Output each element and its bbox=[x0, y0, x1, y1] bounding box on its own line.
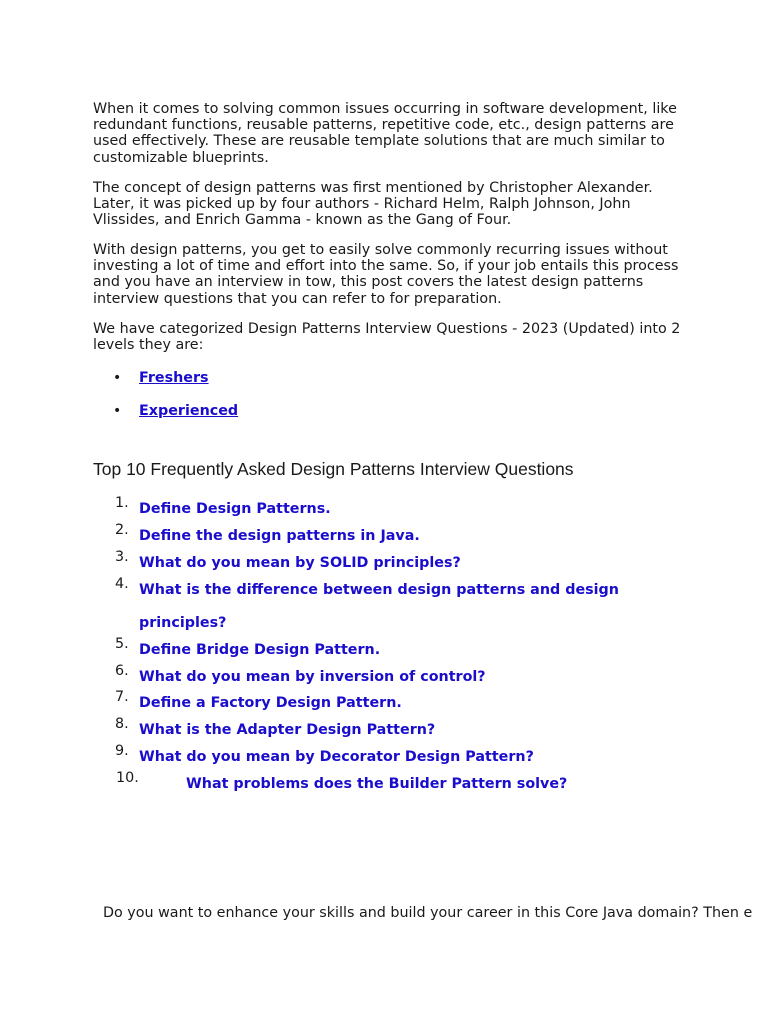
question-number: 10. bbox=[116, 769, 139, 786]
question-number: 5. bbox=[115, 635, 129, 652]
question-link[interactable]: What problems does the Builder Pattern solve? bbox=[186, 775, 568, 792]
question-link[interactable]: What is the difference between design patterns and design principles? bbox=[139, 581, 619, 631]
questions-list bbox=[93, 495, 693, 801]
career-cta-text: Do you want to enhance your skills and build your career in this Core Java domain? Then e bbox=[103, 905, 753, 921]
bullet-icon: • bbox=[113, 370, 122, 386]
question-number: 9. bbox=[115, 742, 129, 759]
question-link[interactable]: Define a Factory Design Pattern. bbox=[139, 695, 402, 712]
question-link[interactable]: Define Bridge Design Pattern. bbox=[139, 641, 381, 658]
freshers-link[interactable]: Freshers bbox=[139, 370, 209, 386]
question-number: 4. bbox=[115, 575, 129, 592]
question-link[interactable]: What do you mean by SOLID principles? bbox=[139, 554, 461, 571]
question-link[interactable]: What do you mean by Decorator Design Pattern? bbox=[139, 748, 534, 765]
question-number: 3. bbox=[115, 548, 129, 565]
intro-paragraph-1: When it comes to solving common issues occurring in software development, like redundant functions, reusable patterns, repetitive code, etc., design patterns are used effectively. These are reusable template solutions that are much similar to customizable blueprints. bbox=[93, 101, 677, 166]
intro-paragraph-3: With design patterns, you get to easily solve commonly recurring issues without investing a lot of time and effort into the same. So, if your job entails this process and you have an interview in tow, this post covers the latest design patterns interview questions that you can refer to for preparation. bbox=[93, 242, 679, 307]
intro-paragraph-4: We have categorized Design Patterns Interview Questions - 2023 (Updated) into 2 levels they are: bbox=[93, 321, 681, 354]
question-link[interactable]: Define the design patterns in Java. bbox=[139, 528, 420, 544]
intro-paragraph-2: The concept of design patterns was first mentioned by Christopher Alexander. Later, it was picked up by four authors - Richard Helm, Ralph Johnson, John Vlissides, and Enrich Gamma - known as the Gang of Four. bbox=[93, 180, 653, 229]
question-link[interactable]: What do you mean by inversion of control? bbox=[139, 668, 486, 685]
question-number: 1. bbox=[115, 495, 129, 512]
question-link[interactable]: What is the Adapter Design Pattern? bbox=[139, 722, 436, 738]
experienced-link[interactable]: Experienced bbox=[139, 402, 239, 419]
section-heading: Top 10 Frequently Asked Design Patterns Interview Questions bbox=[93, 459, 574, 479]
question-number: 2. bbox=[115, 522, 129, 538]
question-number: 6. bbox=[115, 662, 129, 679]
question-item bbox=[93, 768, 693, 802]
bullet-icon: • bbox=[113, 402, 122, 419]
question-item bbox=[93, 574, 693, 641]
question-number: 7. bbox=[115, 689, 129, 706]
question-number: 8. bbox=[115, 716, 129, 732]
question-link[interactable]: Define Design Patterns. bbox=[139, 501, 331, 518]
